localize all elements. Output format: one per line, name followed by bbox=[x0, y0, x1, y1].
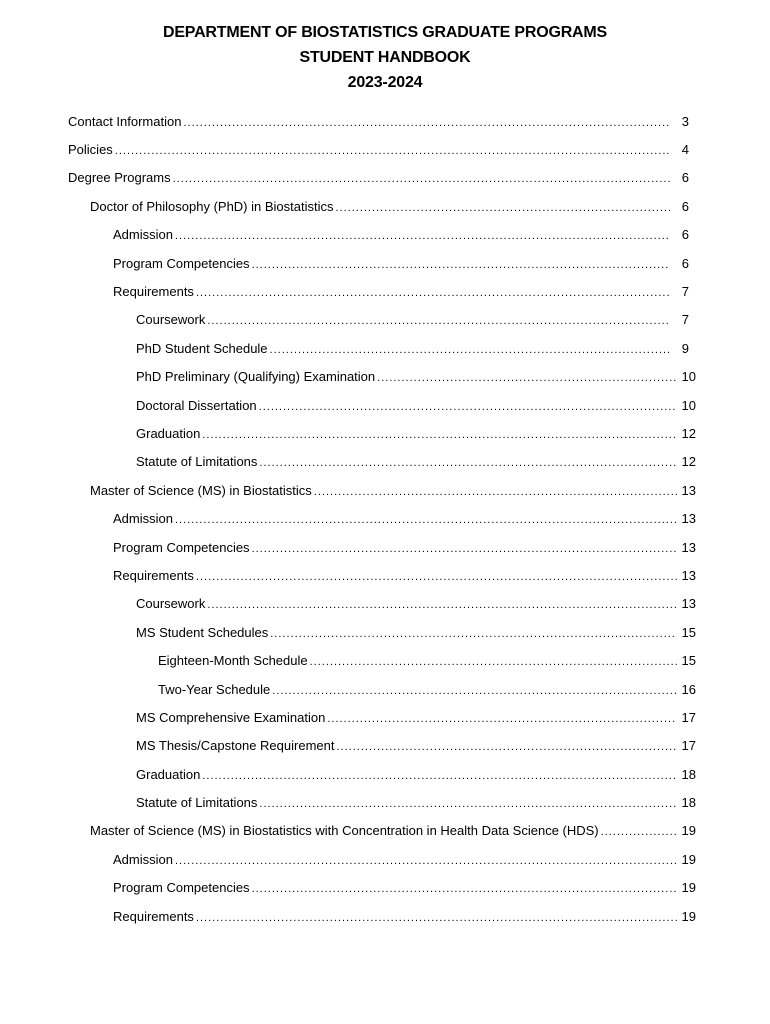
toc-entry-label: Doctor of Philosophy (PhD) in Biostatistics bbox=[90, 198, 334, 214]
toc-entry[interactable] bbox=[0, 448, 770, 476]
toc-entry-page: 18 bbox=[681, 766, 696, 782]
toc-entry-label: MS Student Schedules bbox=[136, 624, 269, 640]
toc-entry-page: 13 bbox=[681, 596, 696, 612]
toc-entry[interactable] bbox=[0, 107, 770, 135]
toc-entry-page: 16 bbox=[681, 681, 696, 697]
toc-entry-page: 7 bbox=[681, 312, 689, 328]
toc-entry-label: PhD Student Schedule bbox=[136, 340, 268, 356]
toc-dot-leader bbox=[175, 230, 670, 242]
toc-entry-page: 13 bbox=[681, 567, 696, 583]
toc-dot-leader bbox=[183, 117, 670, 129]
toc-entry[interactable] bbox=[0, 845, 770, 873]
toc-entry[interactable] bbox=[0, 363, 770, 391]
toc-entry-page: 19 bbox=[681, 908, 696, 924]
toc-dot-leader bbox=[270, 628, 677, 640]
toc-dot-leader bbox=[252, 883, 677, 895]
toc-entry[interactable] bbox=[0, 334, 770, 362]
title-line-3: 2023-2024 bbox=[347, 74, 423, 91]
toc-entry-label: MS Thesis/Capstone Requirement bbox=[136, 738, 335, 754]
toc-entry-page: 17 bbox=[681, 709, 696, 725]
toc-entry-label: MS Comprehensive Examination bbox=[136, 709, 326, 725]
toc-dot-leader bbox=[196, 912, 677, 924]
toc-entry-label: Master of Science (MS) in Biostatistics with Concentration in Health Data Science (HDS) bbox=[90, 823, 599, 839]
toc-entry-page: 17 bbox=[681, 738, 696, 754]
toc-entry-page: 3 bbox=[681, 113, 689, 129]
toc-entry[interactable] bbox=[0, 902, 770, 930]
toc-entry[interactable] bbox=[0, 277, 770, 305]
toc-entry-label: Admission bbox=[113, 227, 173, 243]
toc-entry-page: 7 bbox=[681, 284, 689, 300]
toc-entry[interactable] bbox=[0, 164, 770, 192]
toc-dot-leader bbox=[252, 259, 670, 271]
toc-entry-label: Requirements bbox=[113, 908, 194, 924]
toc-dot-leader bbox=[259, 798, 677, 810]
toc-dot-leader bbox=[252, 543, 677, 555]
toc-entry-label: Program Competencies bbox=[113, 255, 250, 271]
toc-entry[interactable] bbox=[0, 760, 770, 788]
toc-dot-leader bbox=[175, 514, 677, 526]
toc-entry[interactable] bbox=[0, 249, 770, 277]
toc-dot-leader bbox=[115, 145, 670, 157]
toc-entry[interactable] bbox=[0, 618, 770, 646]
toc-dot-leader bbox=[259, 457, 677, 469]
title-line-1: DEPARTMENT OF BIOSTATISTICS GRADUATE PROGRAMS bbox=[162, 24, 608, 41]
toc-entry-page: 10 bbox=[681, 397, 696, 413]
title-line-2: STUDENT HANDBOOK bbox=[299, 49, 471, 66]
toc-entry-page: 9 bbox=[681, 340, 689, 356]
toc-entry-page: 19 bbox=[681, 823, 696, 839]
toc-entry[interactable] bbox=[0, 135, 770, 163]
toc-entry-label: Graduation bbox=[136, 425, 201, 441]
toc-entry-page: 6 bbox=[681, 198, 689, 214]
toc-entry-label: Statute of Limitations bbox=[136, 454, 258, 470]
toc-entry[interactable] bbox=[0, 533, 770, 561]
toc-entry[interactable] bbox=[0, 817, 770, 845]
toc-entry-page: 6 bbox=[681, 227, 689, 243]
toc-entry-page: 15 bbox=[681, 624, 696, 640]
toc-entry[interactable] bbox=[0, 703, 770, 731]
toc-dot-leader bbox=[270, 344, 670, 356]
toc-entry-label: Program Competencies bbox=[113, 880, 250, 896]
toc-entry-page: 13 bbox=[681, 482, 696, 498]
toc-entry-page: 12 bbox=[681, 425, 696, 441]
toc-entry[interactable] bbox=[0, 788, 770, 816]
toc-entry-label: PhD Preliminary (Qualifying) Examination bbox=[136, 369, 376, 385]
toc-entry-label: Coursework bbox=[136, 596, 206, 612]
toc-entry-label: Policies bbox=[68, 142, 113, 158]
toc-entry[interactable] bbox=[0, 646, 770, 674]
toc-dot-leader bbox=[175, 855, 677, 867]
toc-entry-label: Requirements bbox=[113, 284, 194, 300]
toc-entry-label: Degree Programs bbox=[68, 170, 171, 186]
toc-entry-label: Graduation bbox=[136, 766, 201, 782]
toc-entry[interactable] bbox=[0, 874, 770, 902]
toc-entry-page: 10 bbox=[681, 369, 696, 385]
toc-entry[interactable] bbox=[0, 391, 770, 419]
toc-entry[interactable] bbox=[0, 675, 770, 703]
toc-entry-page: 19 bbox=[681, 880, 696, 896]
toc-dot-leader bbox=[196, 571, 677, 583]
toc-dot-leader bbox=[310, 656, 677, 668]
toc-entry[interactable] bbox=[0, 504, 770, 532]
toc-entry-label: Contact Information bbox=[68, 113, 182, 129]
toc-entry-page: 13 bbox=[681, 539, 696, 555]
toc-entry-page: 15 bbox=[681, 653, 696, 669]
toc-entry[interactable] bbox=[0, 476, 770, 504]
toc-entry[interactable] bbox=[0, 306, 770, 334]
toc-entry[interactable] bbox=[0, 590, 770, 618]
toc-entry[interactable] bbox=[0, 561, 770, 589]
toc-entry-label: Admission bbox=[113, 851, 173, 867]
toc-entry[interactable] bbox=[0, 192, 770, 220]
toc-entry-page: 12 bbox=[681, 454, 696, 470]
toc-entry[interactable] bbox=[0, 221, 770, 249]
toc-dot-leader bbox=[377, 372, 677, 384]
toc-dot-leader bbox=[207, 599, 677, 611]
toc-entry-label: Doctoral Dissertation bbox=[136, 397, 257, 413]
toc-dot-leader bbox=[207, 315, 670, 327]
toc-entry-page: 6 bbox=[681, 170, 689, 186]
toc-entry-page: 18 bbox=[681, 795, 696, 811]
toc-dot-leader bbox=[314, 486, 677, 498]
toc-entry-label: Eighteen-Month Schedule bbox=[158, 653, 308, 669]
toc-dot-leader bbox=[272, 685, 677, 697]
toc-dot-leader bbox=[173, 173, 670, 185]
toc-dot-leader bbox=[259, 401, 677, 413]
toc-entry-label: Coursework bbox=[136, 312, 206, 328]
toc-dot-leader bbox=[327, 713, 677, 725]
toc-dot-leader bbox=[336, 741, 677, 753]
toc-dot-leader bbox=[196, 287, 670, 299]
toc-entry-label: Master of Science (MS) in Biostatistics bbox=[90, 482, 312, 498]
toc-entry-label: Requirements bbox=[113, 567, 194, 583]
toc-entry-label: Program Competencies bbox=[113, 539, 250, 555]
toc-dot-leader bbox=[335, 202, 670, 214]
toc-dot-leader bbox=[202, 770, 677, 782]
toc-entry-page: 4 bbox=[681, 142, 689, 158]
toc-entry[interactable] bbox=[0, 419, 770, 447]
toc-dot-leader bbox=[601, 826, 677, 838]
toc-entry-page: 13 bbox=[681, 511, 696, 527]
document-title bbox=[0, 20, 770, 95]
toc-entry-label: Statute of Limitations bbox=[136, 795, 258, 811]
toc-dot-leader bbox=[202, 429, 677, 441]
toc-entry-label: Admission bbox=[113, 511, 173, 527]
table-of-contents bbox=[0, 107, 770, 930]
toc-entry-page: 6 bbox=[681, 255, 689, 271]
toc-entry-label: Two-Year Schedule bbox=[158, 681, 271, 697]
toc-entry-page: 19 bbox=[681, 851, 696, 867]
toc-entry[interactable] bbox=[0, 732, 770, 760]
